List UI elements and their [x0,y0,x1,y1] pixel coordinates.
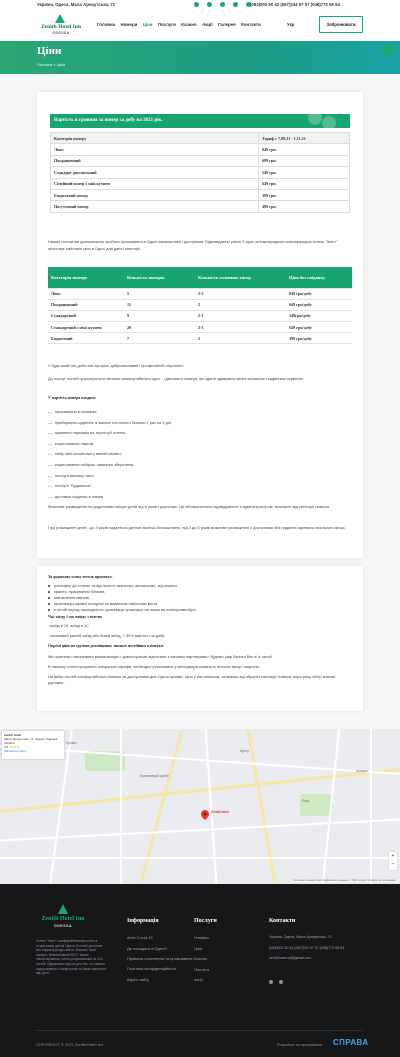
table-header-cell: Тариф с 7.09.21 - 1.11.21 [259,133,350,144]
top-bar [0,0,400,10]
map-road [370,729,372,884]
chat-icon[interactable] [382,44,394,56]
footer-link[interactable]: Політика конфіденційності [127,966,177,972]
nav-item-services[interactable]: Послуги [157,22,176,27]
instagram-icon[interactable] [279,980,283,984]
footer-link[interactable]: Де посидати в Одесі? [127,945,168,951]
map-road [0,857,400,859]
table-cell: Покращенний [48,299,124,310]
map-road [140,731,183,881]
table-row [51,155,350,166]
included-list [48,409,172,504]
list-item: — користування ліфтом, [48,440,95,446]
table-cell: Люкс [51,144,259,155]
table-cell: 15 [124,299,195,310]
enlarge-map-link[interactable]: Збільшити карту [4,749,28,753]
footer-link[interactable]: Карта сайту [127,976,150,982]
nav-item-casino[interactable]: Казино [181,22,197,27]
list-item: — послуга виклику таксі, [48,472,95,478]
table-row [48,288,352,299]
breadcrumb-current: Ціни [56,62,65,67]
breadcrumb [37,62,65,67]
map-zoom-control[interactable] [389,852,397,870]
nav-item-home[interactable]: Головна [97,22,116,27]
table-row [48,310,352,321]
map-label: Центр [240,749,250,753]
decor-circle [308,111,322,125]
table-cell: Стандартний [48,310,124,321]
table-cell: Сімейний номер з міні кухнею [51,178,259,189]
decor-circle [322,116,336,130]
table-row [48,267,352,288]
site-header [0,10,400,41]
extras-list [48,583,352,613]
table-row [51,178,350,189]
map-label: Краєзнавчий музей [140,774,169,778]
footer-link[interactable]: Послуги [194,966,210,972]
map-road [120,729,122,884]
prices-card [37,92,363,558]
footer-link[interactable]: Акції [194,977,203,983]
list-item: — користування сейфом, камерою зберігання, [48,461,135,467]
intro-text: Наших гостям ми допомагаємо зробити проживання в Одесі комфортним і доступним. Відповідаючи рівню 3 зірок за міжнародною класифікацією готель "Зеніт" пропонує найнижчі ціни в Одесі для даної категорії. [48,239,338,251]
map-label: Привоз [66,741,77,745]
table-row [51,201,350,212]
table-cell: 20 [124,322,195,333]
table-cell: 649 грн/добу [286,322,352,333]
logo-icon [55,14,65,23]
extra-beds-text: Можливе розміщення на додаткових місцях дітей від 6 років і дорослих. Це обговорюється індивідуально з адміністратором, залежить від категорії номера. [48,504,330,509]
map-pin-label: Zenith hotel [211,810,230,814]
table-cell: Покращенний [51,155,259,166]
breadcrumb-separator: » [53,62,56,67]
footer-divider [36,1030,363,1031]
logo-icon [58,904,68,914]
logo-city: ODESSA [52,31,70,35]
facebook-icon[interactable] [194,2,199,7]
list-item: — набір міні-косметики у ванній кімнаті, [48,451,122,457]
top-socials [194,2,251,7]
language-switch[interactable]: Укр [287,22,295,27]
map-info-address: Мала Арнаутська, 71, Одеса, Одеська область [4,737,58,745]
rooms-table [48,267,352,344]
nav-item-promotions[interactable]: Акції [202,22,213,27]
page-title: Ціни [37,45,62,57]
page-hero [0,41,400,74]
table-cell: 2 [195,299,286,310]
table-cell: 2-3 [195,322,286,333]
final-text: На вибір гостей комфортабельні номери за доступними для Одеси цінами. Ціни у нас невисокі, залежать від обраної категорії номера, пори року, вітер знання дорожче. [48,674,336,685]
extras-title: За додаткову плату готель пропонує: [48,575,113,579]
table-cell: 7 [124,333,195,344]
footer-contact-phones[interactable]: (093)002 60 42,(067)334 57 57,(048)772 65 54 [269,945,345,950]
list-item: — послуга "Будильник", [48,483,93,489]
map-label: Парк [302,799,310,803]
book-button[interactable]: Забронювати [319,16,363,33]
table-header-cell: Категорія номеру [48,267,124,288]
map-road [0,819,400,842]
footer-link[interactable]: Правила поселення та проживання [127,956,193,962]
tariff-table [50,132,350,213]
footer-socials [269,980,283,984]
table-row [48,322,352,333]
footer-logo-name: Zenith Hotel Inn [41,916,85,922]
google-map[interactable] [0,729,400,884]
footer-contact-address: Україна, Одеса, Мала Арнаутська, 71 [269,935,332,939]
table-cell: 499 грн. [259,201,350,212]
list-item: — прибирання щоденне зі зміною постільної білизни 1 раз на 3 дні, [48,419,172,425]
footer-contacts-title: Контакти [269,918,296,924]
footer-info-title: Інформація [127,918,159,924]
checkin-title: Час заїзду і час виїзду з готелю [48,615,103,619]
table-cell: 2 [195,333,286,344]
map-info-rating: 3.9 ★★★★ [4,745,20,749]
table-header-cell: Категорія номеру [51,133,259,144]
table-cell: Бюджетний [48,333,124,344]
footer-link[interactable]: Казино [194,956,208,962]
table-cell: Люкс [48,288,124,299]
table-cell: 649 грн/добу [286,299,352,310]
copyright: COPYRIGHT © 2021 Zenith Hotel Inn [36,1042,104,1047]
table-cell: 549 грн. [259,167,350,178]
table-cell: Бюджетний номер [51,189,259,200]
site-logo[interactable] [36,14,86,40]
table-cell: 9 [124,310,195,321]
map-info-name: Zenith hotel [4,733,21,737]
table-cell: Стандартний з міні кухнею [48,322,124,333]
map-park [300,794,332,816]
tariff-table-header [50,114,350,128]
footer-contacts [269,935,344,967]
instagram-icon[interactable] [207,2,212,7]
table-cell: 849 грн/добу [286,288,352,299]
footer-contact-email[interactable]: zenithhotel.od@gmail.com [269,956,312,961]
viber-icon[interactable] [233,2,238,7]
footer-link[interactable]: Акти Covid-19 [127,935,153,940]
map-info-box [2,731,64,759]
table-cell: 399 грн. [259,189,350,200]
map-pin-icon[interactable] [201,807,209,817]
main-nav [97,22,266,27]
facebook-icon[interactable] [269,980,273,984]
developer-label: Розробка та просування [277,1042,323,1047]
list-item: в літній період проводиться організація трансфер на пляжі на електроавтобусі. [48,607,352,613]
footer-about: Готель "Зеніт" комфортабельний готель в історичному центрі Одеси. В готелі доступна вся інфраструктура міста. Затишні, чисті номери, безкоштовний Wi-Fi, якісне обслуговування, готель розрахований на 120 гостей. Однакового зручна для тих, хто звикли подорожувати з комфортом та бажає відпочити від суєти. [36,939,107,976]
zoom-out-button[interactable]: − [391,861,395,867]
table-row [51,167,350,178]
table-cell: 549грн/добу [286,310,352,321]
table-row [51,144,350,155]
table-row [48,333,352,344]
partners-text: Ми прагнемо створювати взаємовигідні і довгострокові відносини з нашими партнерами і будемо раді бачити Вас в їх числі! [48,654,273,659]
tariff-title: Вартість в гривнях за номер за добу на 2021 рік. [54,118,163,123]
phone-icon[interactable] [220,2,225,7]
footer-info-links [127,935,197,987]
map-attribution[interactable]: Сочетания клавиш Картографические данные © 2021 Google Условия использования [292,879,396,882]
developer-logo[interactable]: СПРАВА [333,1038,369,1047]
footer-link[interactable]: Ціни [194,945,203,951]
nav-item-gallery[interactable]: Галерея [217,22,236,27]
table-cell: 649 грн. [259,178,350,189]
group-title: Окремі ціни на групове розміщення, знижки постійним клієнтам. [48,644,164,648]
top-phones[interactable]: (093)002 60 42 (067)334 57 57 (048)772 65 54 [250,2,340,7]
footer-services-title: Послуги [194,918,217,924]
breadcrumb-home[interactable]: Головна [37,62,53,67]
footer-services-links [194,935,209,988]
top-address: Україна, Одеса, Мала Арнаутська, 71 [37,2,116,7]
table-cell: Стандарт двуспальний [51,167,259,178]
checkin-text: - виїзд в 15, виїзд в 11; [48,623,90,628]
table-cell: 699 грн. [259,155,350,166]
table-row [48,299,352,310]
list-item: замовлення квитків, [48,595,352,601]
site-footer [0,884,400,1057]
table-cell: 2-3 [195,310,286,321]
table-cell: 849 грн. [259,144,350,155]
table-row [51,189,350,200]
list-item: — приватна парковка на території готелю, [48,430,127,436]
table-row [51,133,350,144]
map-label: Аркадія [356,769,368,773]
rooms-text: До послуг гостей пропонуються затишні комфортабельні одно - і двохмісні номери, які здатні здивувати своїм затишком і відмінним сервісом [48,376,303,381]
logo-name: Zenith Hotel Inn [40,24,82,30]
table-cell: 399 грн/добу [286,333,352,344]
included-title: У вартість номера входить: [48,396,97,400]
list-item: прання, прасування білизни, [48,589,352,595]
footer-logo-city: ODESSA [53,924,73,928]
nav-item-rooms[interactable]: Номери [120,22,138,27]
list-item: трансфер до готелю та від нього в аеропорт, автовокзал, ж/д вокзал, [48,583,352,589]
footer-logo[interactable] [36,904,90,936]
children-text: При розміщенні дітей - до 4 років надається дитяче ліжечко безкоштовно, від 4 до 6 років можливе розміщення з дорослими без надання окремого спального місця. [48,525,346,530]
nav-item-contacts[interactable]: Контакти [241,22,261,27]
table-cell: Посуточний номер [51,201,259,212]
staff-text: У будь-який час доби вас зустріне доброзичливий і професійний персонал. [48,363,184,368]
special-text: В нашому готелі працюють спеціальні тарифи, необхідно уточнювати у менеджера наявність вільних місць і вартість. [48,664,261,669]
list-item: організація цікавої екскурсії по видатним пам'яткам міста, [48,601,352,607]
zoom-in-button[interactable]: + [391,853,395,859]
nav-item-prices[interactable]: Ціни [142,22,153,27]
extra-info-card [37,566,363,711]
list-item: — проживання в номерах, [48,409,98,414]
table-cell: 5 [124,288,195,299]
map-road [247,730,277,883]
early-checkin-text: - можливий ранній заїзд або пізній виїзд, + 30% вартості за добу. [48,633,165,638]
footer-link[interactable]: Номери [194,935,209,940]
table-cell: 2-3 [195,288,286,299]
list-item: — доставка сніданку в номер. [48,493,105,499]
table-header-cell: Ціна без сніданку [286,267,352,288]
table-header-cell: Кількість головних місць [195,267,286,288]
table-header-cell: Кількість номерів [124,267,195,288]
